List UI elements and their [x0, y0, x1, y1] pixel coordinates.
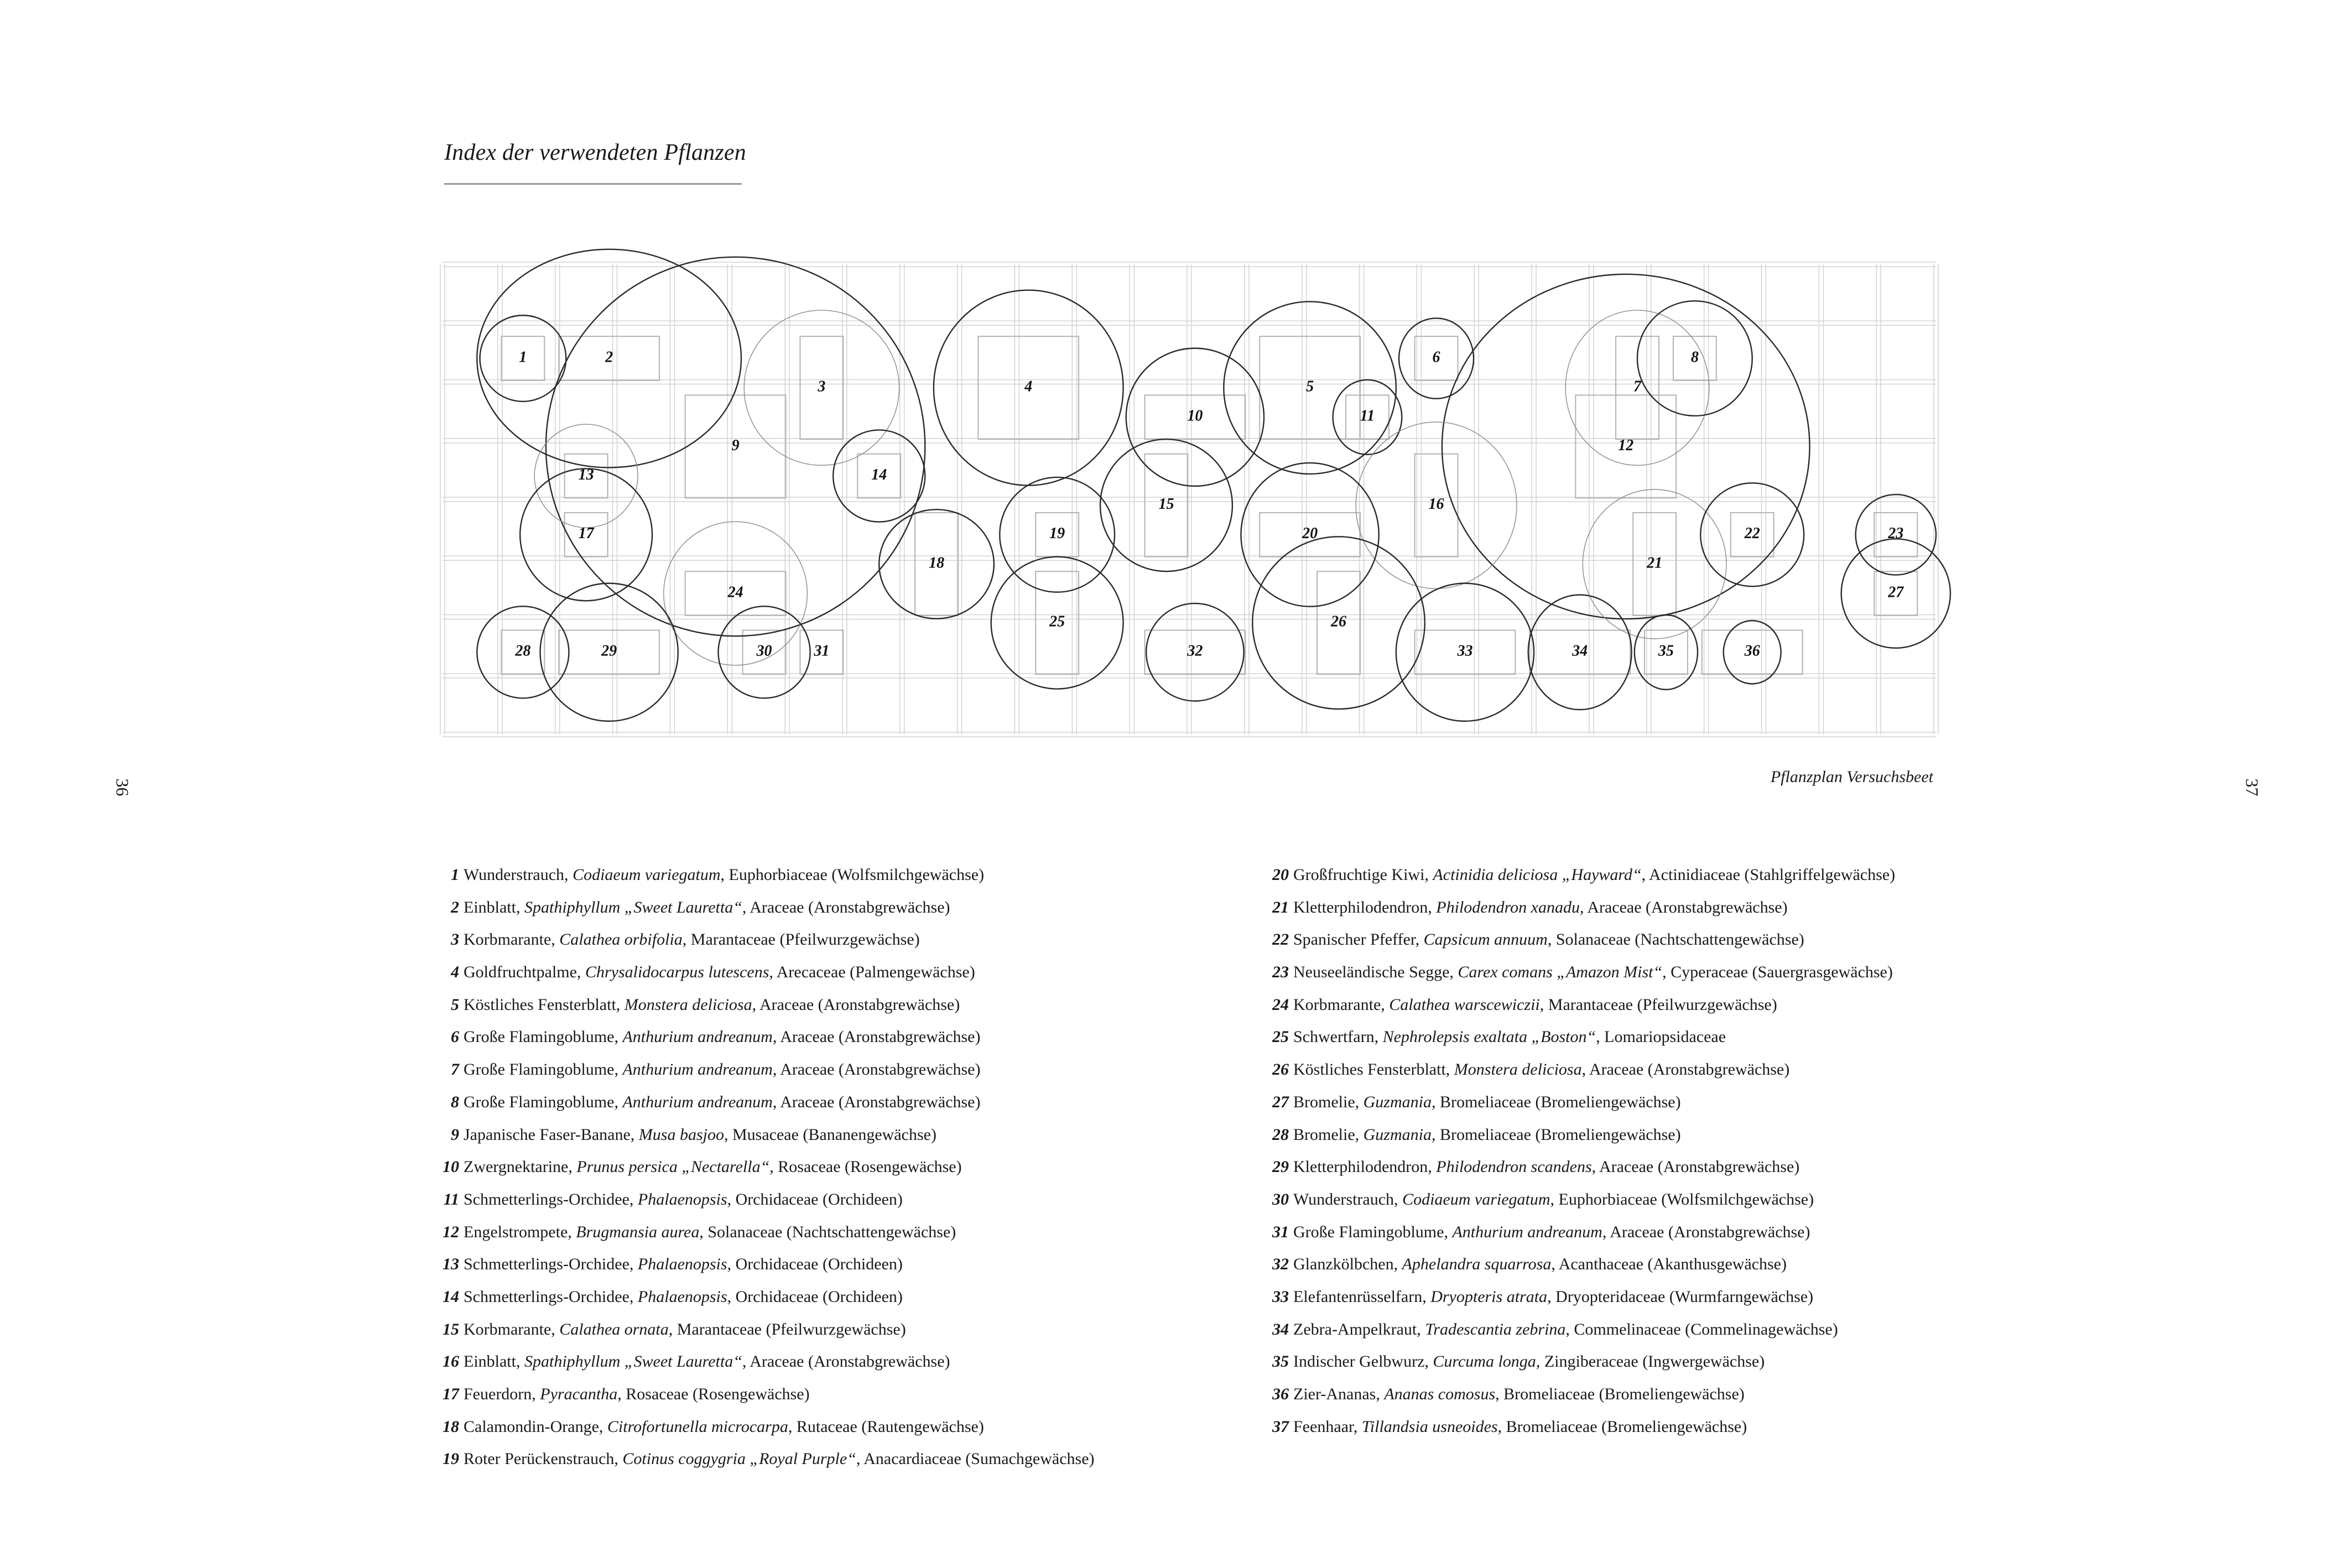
plant-index-entry: [1272, 1248, 2047, 1281]
plant-number: 22: [1272, 930, 1289, 949]
plant-number: 5: [451, 995, 459, 1014]
plant-family: , Marantaceae (Pfeilwurzgewächse): [682, 930, 920, 949]
plant-number: 15: [443, 1320, 459, 1338]
plant-number: 28: [1272, 1125, 1289, 1144]
plant-family: , Araceae (Aronstabgrewächse): [1581, 1060, 1790, 1079]
common-name: Wunderstrauch,: [1293, 1190, 1403, 1208]
latin-name: Citrofortunella microcarpa: [607, 1417, 788, 1436]
plant-number: 6: [451, 1028, 459, 1046]
plant-family: , Araceae (Aronstabgrewächse): [1579, 898, 1788, 916]
latin-name: Monstera deliciosa: [1454, 1060, 1582, 1079]
plant-number-label: 30: [756, 642, 772, 660]
plant-family: , Euphorbiaceae (Wolfsmilchgewächse): [720, 866, 985, 884]
common-name: Schmetterlings-Orchidee,: [464, 1190, 638, 1208]
plant-number: 26: [1272, 1060, 1289, 1079]
plant-family: , Araceae (Aronstabgrewächse): [742, 898, 950, 916]
plant-number-label: 10: [1187, 407, 1203, 425]
plant-index-entry: [1272, 956, 2047, 989]
plant-index-entry: [1272, 1281, 2047, 1314]
plant-index-entry: [437, 1151, 1211, 1184]
latin-name: Anthurium andreanum: [622, 1092, 773, 1111]
common-name: Große Flamingoblume,: [464, 1092, 623, 1111]
common-name: Bromelie,: [1293, 1092, 1364, 1111]
common-name: Köstliches Fensterblatt,: [1293, 1060, 1454, 1079]
plant-family: , Bromeliaceae (Bromeliengewächse): [1431, 1092, 1681, 1111]
plant-number: 30: [1272, 1190, 1289, 1208]
common-name: Zwergnektarine,: [464, 1158, 577, 1176]
common-name: Wunderstrauch,: [464, 866, 573, 884]
plant-family: , Marantaceae (Pfeilwurzgewächse): [668, 1320, 906, 1338]
plant-number: 31: [1272, 1222, 1289, 1241]
latin-name: Anthurium andreanum: [622, 1028, 773, 1046]
common-name: Zier-Ananas,: [1293, 1385, 1385, 1403]
common-name: Kletterphilodendron,: [1293, 898, 1437, 916]
plant-number: 32: [1272, 1255, 1289, 1274]
plant-family: , Araceae (Aronstabgrewächse): [1591, 1158, 1800, 1176]
plant-family: , Bromeliaceae (Bromeliengewächse): [1431, 1125, 1681, 1144]
plant-index-entry: [1272, 1086, 2047, 1119]
plant-number-label: 9: [731, 436, 740, 454]
plant-index-entry: [437, 1443, 1211, 1476]
plant-family: , Marantaceae (Pfeilwurzgewächse): [1539, 995, 1777, 1014]
plant-number-label: 35: [1658, 642, 1674, 660]
plant-number: 29: [1272, 1158, 1289, 1176]
plant-number: 10: [443, 1158, 459, 1176]
plant-number-label: 36: [1744, 642, 1760, 660]
plant-number-label: 22: [1744, 525, 1760, 543]
common-name: Feuerdorn,: [464, 1385, 540, 1403]
plant-number-label: 15: [1158, 496, 1174, 513]
common-name: Engelstrompete,: [464, 1222, 576, 1241]
latin-name: Carex comans „Amazon Mist“: [1458, 963, 1663, 982]
plant-number: 2: [451, 898, 459, 916]
plant-number-label: 8: [1690, 348, 1699, 366]
latin-name: Spathiphyllum „Sweet Lauretta“: [524, 898, 742, 916]
plant-family: , Anacardiaceae (Sumachgewächse): [856, 1450, 1095, 1468]
plant-index-entry: [1272, 1216, 2047, 1249]
plant-family: , Cyperaceae (Sauergrasgewächse): [1662, 963, 1893, 982]
common-name: Große Flamingoblume,: [464, 1028, 623, 1046]
plant-number: 11: [443, 1190, 459, 1208]
common-name: Korbmarante,: [1293, 995, 1390, 1014]
plant-number-label: 27: [1888, 584, 1904, 601]
latin-name: Tradescantia zebrina: [1425, 1320, 1566, 1338]
plant-index-entry: [1272, 1378, 2047, 1411]
plant-number-label: 32: [1187, 642, 1203, 660]
plant-positions: [501, 336, 1917, 674]
plant-index-right-column: [1272, 859, 2047, 1443]
latin-name: Philodendron xanadu: [1436, 898, 1580, 916]
common-name: Schmetterlings-Orchidee,: [464, 1287, 638, 1306]
plant-family: , Acanthaceae (Akanthusgewächse): [1551, 1255, 1787, 1274]
plant-number-label: 23: [1888, 525, 1904, 543]
latin-name: Chrysalidocarpus lutescens: [585, 963, 769, 982]
plant-index-entry: [437, 924, 1211, 956]
plant-number-label: 34: [1572, 642, 1588, 660]
plant-index-entry: [1272, 1184, 2047, 1216]
latin-name: Nephrolepsis exaltata „Boston“: [1382, 1028, 1596, 1046]
plant-index-entry: [1272, 1346, 2047, 1378]
common-name: Feenhaar,: [1293, 1417, 1362, 1436]
plant-number-label: 26: [1331, 613, 1346, 631]
latin-name: Curcuma longa: [1433, 1352, 1536, 1371]
latin-name: Dryopteris atrata: [1430, 1287, 1548, 1306]
plant-family: , Araceae (Aronstabgrewächse): [1602, 1222, 1810, 1241]
plant-number: 3: [451, 930, 459, 949]
common-name: Elefantenrüsselfarn,: [1293, 1287, 1431, 1306]
plant-number: 21: [1272, 898, 1289, 916]
latin-name: Calathea orbifolia: [559, 930, 683, 949]
latin-name: Guzmania: [1363, 1092, 1432, 1111]
plant-number-label: 14: [871, 466, 887, 483]
latin-name: Anthurium andreanum: [622, 1060, 773, 1079]
page-number-right: 37: [2242, 778, 2262, 796]
plant-number: 33: [1272, 1287, 1289, 1306]
plant-index-entry: [437, 1054, 1211, 1086]
plant-index-entry: [437, 1378, 1211, 1411]
latin-name: Phalaenopsis: [637, 1255, 727, 1274]
common-name: Einblatt,: [464, 1352, 524, 1371]
plant-number-label: 6: [1432, 348, 1440, 366]
plant-index-entry: [437, 1119, 1211, 1152]
plant-number: 12: [443, 1222, 459, 1241]
plant-number-label: 28: [515, 642, 531, 660]
common-name: Bromelie,: [1293, 1125, 1364, 1144]
common-name: Einblatt,: [464, 898, 524, 916]
plant-index-entry: [1272, 1151, 2047, 1184]
latin-name: Tillandsia usneoides: [1361, 1417, 1498, 1436]
plant-family: , Rosaceae (Rosengewächse): [617, 1385, 810, 1403]
common-name: Schwertfarn,: [1293, 1028, 1383, 1046]
plant-index-entry: [437, 1314, 1211, 1346]
plant-index-entry: [1272, 1119, 2047, 1152]
plant-index-entry: [437, 989, 1211, 1022]
plant-number: 17: [443, 1385, 459, 1403]
plant-number-label: 3: [818, 378, 826, 395]
common-name: Zebra-Ampelkraut,: [1293, 1320, 1425, 1338]
latin-name: Pyracantha: [540, 1385, 618, 1403]
latin-name: Musa basjoo: [638, 1125, 724, 1144]
plant-number-label: 19: [1049, 525, 1065, 543]
plant-family: , Arecaceae (Palmengewächse): [769, 963, 975, 982]
plant-number-label: 18: [929, 554, 945, 572]
plant-family: , Lomariopsidaceae: [1596, 1028, 1726, 1046]
latin-name: Anthurium andreanum: [1452, 1222, 1602, 1241]
plant-index-entry: [1272, 1411, 2047, 1444]
plant-number: 8: [451, 1092, 459, 1111]
plant-index-entry: [437, 1248, 1211, 1281]
plant-index-entry: [437, 1411, 1211, 1444]
plant-index-left-column: [437, 859, 1211, 1476]
common-name: Glanzkölbchen,: [1293, 1255, 1402, 1274]
latin-name: Phalaenopsis: [637, 1287, 727, 1306]
plant-number: 20: [1272, 866, 1289, 884]
plant-number-label: 5: [1306, 378, 1314, 395]
plant-number-label: 12: [1618, 436, 1634, 454]
plant-family: , Commelinaceae (Commelinagewächse): [1565, 1320, 1838, 1338]
plant-number-label: 20: [1302, 525, 1318, 543]
plant-family: , Araceae (Aronstabgrewächse): [742, 1352, 950, 1371]
plant-family: , Bromeliaceae (Bromeliengewächse): [1497, 1417, 1747, 1436]
common-name: Schmetterlings-Orchidee,: [464, 1255, 638, 1274]
plant-index-entry: [1272, 859, 2047, 892]
latin-name: Calathea warscewiczii: [1389, 995, 1540, 1014]
plant-number: 37: [1272, 1417, 1289, 1436]
latin-name: Codiaeum variegatum: [1402, 1190, 1550, 1208]
plant-index-entry: [437, 956, 1211, 989]
plant-family: , Rutaceae (Rautengewächse): [788, 1417, 984, 1436]
plant-family: , Araceae (Aronstabgrewächse): [752, 995, 960, 1014]
plant-number-label: 4: [1024, 378, 1033, 395]
plant-index-entry: [1272, 1314, 2047, 1346]
plant-number-label: 7: [1633, 378, 1641, 395]
common-name: Korbmarante,: [464, 930, 560, 949]
plant-family: , Araceae (Aronstabgrewächse): [772, 1092, 981, 1111]
plant-number: 25: [1272, 1028, 1289, 1046]
plant-index-entry: [437, 1021, 1211, 1054]
plant-family: , Araceae (Aronstabgrewächse): [772, 1028, 981, 1046]
plant-number-label: 21: [1647, 554, 1663, 572]
plant-family: , Dryopteridaceae (Wurmfarngewächse): [1547, 1287, 1814, 1306]
latin-name: Monstera deliciosa: [624, 995, 752, 1014]
plant-index-entry: [437, 1184, 1211, 1216]
plant-number: 14: [443, 1287, 459, 1306]
diagram-caption: Pflanzplan Versuchsbeet: [1770, 768, 1933, 786]
latin-name: Ananas comosus: [1384, 1385, 1496, 1403]
latin-name: Phalaenopsis: [637, 1190, 727, 1208]
latin-name: Calathea ornata: [559, 1320, 669, 1338]
common-name: Köstliches Fensterblatt,: [464, 995, 625, 1014]
plant-number: 24: [1272, 995, 1289, 1014]
latin-name: Guzmania: [1363, 1125, 1432, 1144]
plant-family: , Musaceae (Bananengewächse): [724, 1125, 936, 1144]
plant-family: , Orchidaceae (Orchideen): [727, 1190, 903, 1208]
common-name: Kletterphilodendron,: [1293, 1158, 1437, 1176]
common-name: Indischer Gelbwurz,: [1293, 1352, 1433, 1371]
plant-number: 35: [1272, 1352, 1289, 1371]
plant-index-entry: [1272, 1054, 2047, 1086]
common-name: Calamondin-Orange,: [464, 1417, 607, 1436]
plant-number: 13: [443, 1255, 459, 1274]
plant-family: , Orchidaceae (Orchideen): [727, 1255, 903, 1274]
page-number-left: 36: [112, 778, 133, 796]
plant-family: , Actinidiaceae (Stahlgriffelgewächse): [1641, 866, 1896, 884]
plant-index-entry: [1272, 989, 2047, 1022]
plant-number: 18: [443, 1417, 459, 1436]
plant-family: , Bromeliaceae (Bromeliengewächse): [1495, 1385, 1745, 1403]
plant-number-label: 24: [727, 584, 743, 601]
latin-name: Actinidia deliciosa „Hayward“: [1433, 866, 1642, 884]
common-name: Roter Perückenstrauch,: [464, 1450, 623, 1468]
plant-spread-circles: [477, 249, 1950, 721]
plant-index-entry: [437, 1346, 1211, 1378]
title-underline: [444, 183, 742, 185]
plant-number-label: 31: [814, 642, 830, 660]
plant-family: , Solanaceae (Nachtschattengewächse): [1547, 930, 1804, 949]
latin-name: Aphelandra squarrosa: [1402, 1255, 1552, 1274]
plant-index-entry: [1272, 1021, 2047, 1054]
plant-number: 4: [451, 963, 459, 982]
common-name: Spanischer Pfeffer,: [1293, 930, 1424, 949]
plant-number-label: 11: [1360, 407, 1375, 425]
plant-family: , Solanaceae (Nachtschattengewächse): [699, 1222, 956, 1241]
common-name: Große Flamingoblume,: [1293, 1222, 1453, 1241]
plant-index-entry: [1272, 924, 2047, 956]
plant-index-entry: [437, 859, 1211, 892]
plant-number: 19: [443, 1450, 459, 1468]
plant-index-entry: [437, 892, 1211, 924]
plant-number-label: 16: [1428, 496, 1444, 513]
plant-number-label: 1: [519, 348, 527, 366]
common-name: Goldfruchtpalme,: [464, 963, 585, 982]
latin-name: Philodendron scandens: [1436, 1158, 1592, 1176]
plant-family: , Araceae (Aronstabgrewächse): [772, 1060, 981, 1079]
plant-number-label: 25: [1049, 613, 1065, 631]
latin-name: Prunus persica „Nectarella“: [576, 1158, 770, 1176]
plant-number: 27: [1272, 1092, 1289, 1111]
common-name: Japanische Faser-Banane,: [464, 1125, 639, 1144]
planting-plan-diagram: [443, 264, 1936, 734]
common-name: Neuseeländische Segge,: [1293, 963, 1458, 982]
latin-name: Cotinus coggygria „Royal Purple“: [622, 1450, 856, 1468]
plant-index-entry: [1272, 892, 2047, 924]
plant-index-entry: [437, 1281, 1211, 1314]
plant-number-label: 33: [1457, 642, 1473, 660]
plant-number: 23: [1272, 963, 1289, 982]
plant-number: 36: [1272, 1385, 1289, 1403]
plant-number: 7: [451, 1060, 459, 1079]
latin-name: Brugmansia aurea: [576, 1222, 700, 1241]
plant-number-label: 2: [605, 348, 613, 366]
planting-plan-svg: [443, 264, 1936, 734]
plant-number-label: 17: [578, 525, 594, 543]
plant-number-label: 29: [601, 642, 617, 660]
plant-family: , Orchidaceae (Orchideen): [727, 1287, 903, 1306]
common-name: Korbmarante,: [464, 1320, 560, 1338]
plant-index-entry: [437, 1086, 1211, 1119]
plant-number-label: 13: [578, 466, 594, 483]
plant-family: , Rosaceae (Rosengewächse): [769, 1158, 962, 1176]
plant-number: 34: [1272, 1320, 1289, 1338]
plant-family: , Euphorbiaceae (Wolfsmilchgewächse): [1550, 1190, 1814, 1208]
latin-name: Codiaeum variegatum: [573, 866, 721, 884]
latin-name: Spathiphyllum „Sweet Lauretta“: [524, 1352, 742, 1371]
latin-name: Capsicum annuum: [1423, 930, 1548, 949]
plant-family: , Zingiberaceae (Ingwergewächse): [1536, 1352, 1765, 1371]
page-title: Index der verwendeten Pflanzen: [444, 140, 746, 165]
plant-number: 16: [443, 1352, 459, 1371]
common-name: Großfruchtige Kiwi,: [1293, 866, 1433, 884]
plant-number: 1: [451, 866, 459, 884]
plant-number: 9: [451, 1125, 459, 1144]
common-name: Große Flamingoblume,: [464, 1060, 623, 1079]
plant-index-entry: [437, 1216, 1211, 1249]
